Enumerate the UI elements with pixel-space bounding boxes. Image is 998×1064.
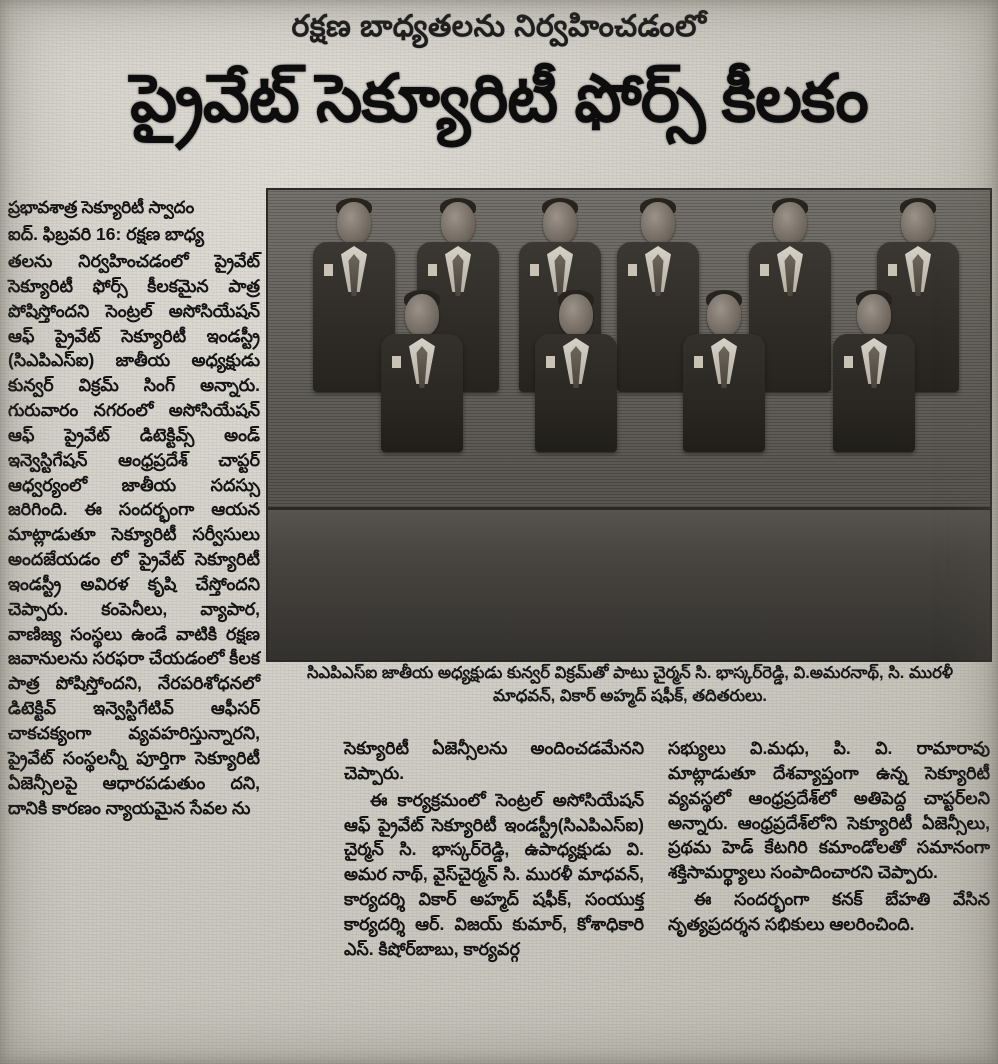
column3-paragraph-2: ఈ సందర్భంగా కనక్ బేహతి వేసిన నృత్యప్రదర్శన సభికులు ఆలరించింది. [668,889,990,934]
photo-stage-table [268,507,990,660]
page-title: ప్రైవేట్ సెక్యూరిటీ ఫోర్స్ కీలకం [130,61,868,135]
article-photo [266,188,992,662]
column1-strap: ప్రభావశాత్ర సెక్యూరిటీ స్వాదం [8,198,195,217]
photo-caption: సిఎపిఎస్ఐ జాతీయ అధ్యక్షుడు కున్వర్ విక్రమ్‌తో పాటు చైర్మన్ సి. భాస్కర్‌రెడ్డి, వి.అమరనాథ్, సి. మురళీ మాధవన్, వికార్ అహ్మద్ షఫీక్, తదితరులు. [306,664,954,705]
body-column-1 [8,196,260,822]
column2-text: సెక్యూరిటీ ఏజెన్సీలను అందించడమేనని చెప్పారు. [344,738,644,783]
headline-kicker: రక్షణ బాధ్యతలను నిర్వహించడంలో [291,10,707,43]
column1-dateline: ఐద్. ఫిబ్రవరి 16: రక్షణ బాధ్య [8,224,205,245]
body-column-2 [344,736,644,964]
body-column-3 [668,736,990,939]
column2-paragraph-2: ఈ కార్యక్రమంలో సెంట్రల్ అసోసియేషన్ ఆఫ్ ప్రైవేట్ సెక్యూరిటీ ఇండస్ట్రీ(సిఎపిఎస్ఐ) చైర్మన్ సి. భాస్కర్‌రెడ్డి, ఉపాధ్యక్షుడు వి. అమర నాథ్, వైస్‌చైర్మన్ సి. మురళీ మాధవన్, కార్యదర్శి వికార్ అహ్మద్ షఫీక్, సంయుక్త కార్యదర్శి ఆర్. విజయ్ కుమార్, కోశాధికారి ఎస్. కిషోర్‌బాబు, కార్యవర్గ [344,789,644,959]
column1-text: తలను నిర్వహించడంలో ప్రైవేట్ సెక్యూరిటీ ఫోర్స్ కీలకమైన పాత్ర పోషిస్తోందని సెంట్రల్ అసోసియేషన్ ఆఫ్ ప్రైవేట్ సెక్యూరిటీ ఇండస్ట్రీ (సిఎపిఎస్ఐ) జాతీయ అధ్యక్షుడు కున్వర్ విక్రమ్ సింగ్ అన్నారు. గురువారం నగరంలో అసోసియేషన్ ఆఫ్ ప్రైవేట్ డిటెక్టివ్స్ అండ్ ఇన్వెస్టిగేషన్ ఆంధ్రప్రదేశ్ చాప్టర్ ఆధ్వర్యంలో జాతీయ సదస్సు జరిగింది. ఈ సందర్భంగా ఆయన మాట్లాడుతూ సెక్యూరిటీ సర్వీసులు అందజేయడం లో ప్రైవేట్ సెక్యూరిటీ ఇండస్ట్రీ అవిరళ కృషి చేస్తోందని చెప్పారు. కంపెనీలు, వ్యాపార, వాణిజ్య సంస్థలు ఉండే వాటికి రక్షణ జవానులను సరఫరా చేయడంలో కీలక పాత్ర పోషిస్తోందని, నేరపరిశోధనలో డిటెక్టివ్ ఇన్వెస్టిగేటివ్ ఆఫీసర్ చాకచక్యంగా వ్యవహరిస్తున్నారని, ప్రైవేట్ సంస్థలన్నీ పూర్తిగా సెక్యూరిటీ ఏజెన్సీలపై ఆధారపడుతుం దని, దానికి కారణం న్యాయమైన సేవల ను [8,250,260,818]
column3-text: సభ్యులు వి.మధు, పి. వి. రామారావు మాట్లాడుతూ దేశవ్యాప్తంగా ఉన్న సెక్యూరిటీ వ్యవస్థలో ఆంధ్రప్రదేశ్‌లో అతిపెద్ద చాప్టర్‌లని అన్నారు. ఆంధ్రప్రదేశ్‌లోని సెక్యూరిటీ ఏజెన్సీలు, ప్రథమ హెడ్ కేటగిరి కమాండోలతో సమానంగా శక్తిసామర్థ్యాలు సంపాదించారని చెప్పారు. [668,738,990,883]
